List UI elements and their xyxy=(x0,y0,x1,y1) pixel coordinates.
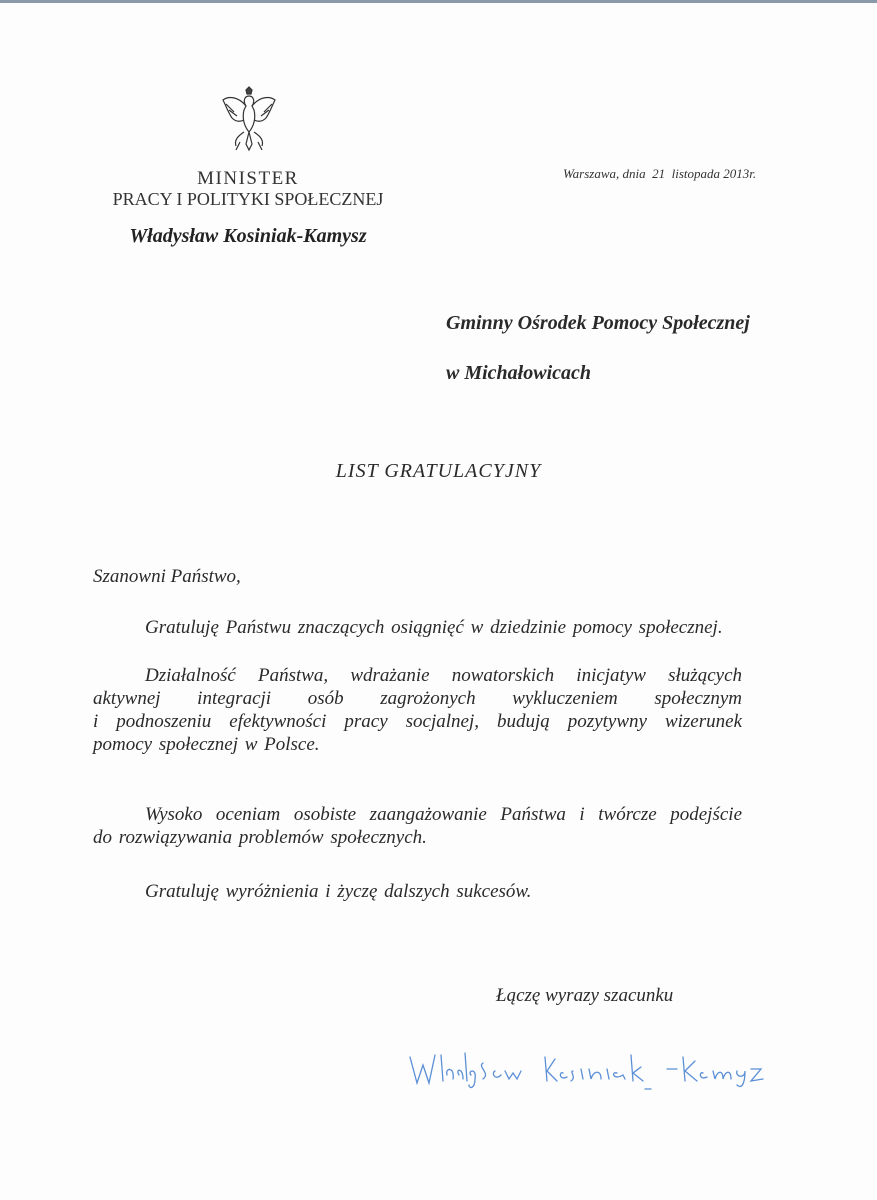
recipient-line-1: Gminny Ośrodek Pomocy Społecznej xyxy=(446,312,750,334)
paragraph-line: pomocy społecznej w Polsce. xyxy=(93,734,320,755)
letterhead-ministry: PRACY I POLITYKI SPOŁECZNEJ xyxy=(112,189,384,209)
paragraph-line: i podnoszeniu efektywności pracy socjalnej, budują pozytywny wizerunek xyxy=(93,711,742,732)
polish-eagle-emblem-icon xyxy=(220,86,278,152)
paragraph-4 xyxy=(93,880,742,903)
letter-date: Warszawa, dnia 21 listopada 2013r. xyxy=(563,166,757,181)
paragraph-line: aktywnej integracji osób zagrożonych wykluczeniem społecznym xyxy=(93,688,742,709)
paragraph-line: Gratuluję Państwu znaczących osiągnięć w dziedzinie pomocy społecznej. xyxy=(145,617,723,638)
paragraph-2 xyxy=(93,664,742,756)
scan-edge xyxy=(0,0,877,3)
paragraph-line: Wysoko oceniam osobiste zaangażowanie Państwa i twórcze podejście xyxy=(145,804,742,825)
closing: Łączę wyrazy szacunku xyxy=(496,985,674,1006)
letterhead-minister-name: Władysław Kosiniak-Kamysz xyxy=(129,225,367,247)
paragraph-line: Działalność Państwa, wdrażanie nowatorskich inicjatyw służących xyxy=(145,665,742,686)
handwritten-signature xyxy=(405,1045,785,1095)
paragraph-line: Gratuluję wyróżnienia i życzę dalszych sukcesów. xyxy=(145,881,532,902)
recipient-line-2: w Michałowicach xyxy=(446,362,592,384)
salutation: Szanowni Państwo, xyxy=(93,566,241,587)
paragraph-line: do rozwiązywania problemów społecznych. xyxy=(93,827,427,848)
letter-title: LIST GRATULACYJNY xyxy=(335,460,542,482)
paragraph-1 xyxy=(93,616,742,639)
paragraph-3 xyxy=(93,803,742,849)
letterhead-title: MINISTER xyxy=(197,168,299,189)
